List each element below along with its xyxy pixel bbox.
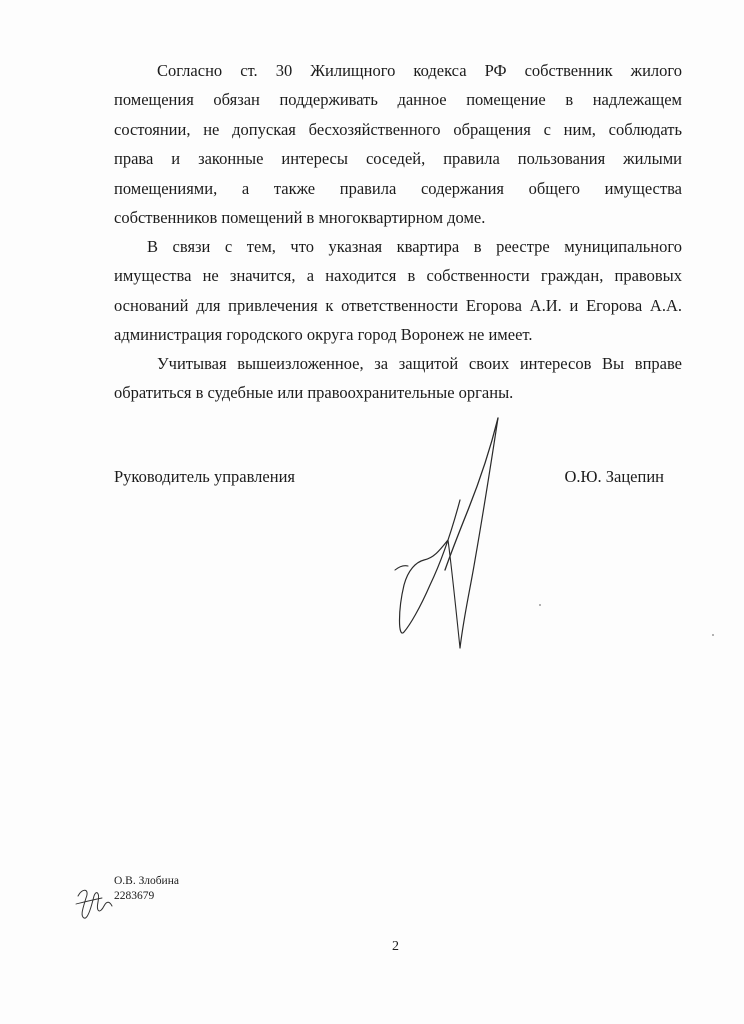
text-line: Учитывая вышеизложенное, за защитой своих интересов Вы вправе <box>157 354 682 373</box>
paragraph-registry <box>114 232 682 350</box>
scan-speck <box>712 634 714 636</box>
text-line: собственников помещений в многоквартирном доме. <box>114 208 486 228</box>
text-line: обратиться в судебные или правоохранительные органы. <box>114 383 514 403</box>
signature-row <box>114 467 664 491</box>
paragraph-conclusion <box>114 349 682 408</box>
page-number: 2 <box>392 939 399 954</box>
text-line: имущества не значится, а находится в собственности граждан, правовых <box>114 266 682 286</box>
text-line: администрация городского округа город Воронеж не имеет. <box>114 325 533 345</box>
signatory-title: Руководитель управления <box>114 467 295 486</box>
executor-initials-scribble <box>72 882 118 922</box>
executor-phone: 2283679 <box>114 890 155 902</box>
handwritten-signature <box>390 410 510 655</box>
text-line: В связи с тем, что указная квартира в реестре муниципального <box>147 237 682 256</box>
executor-info <box>114 874 179 904</box>
text-line: права и законные интересы соседей, правила пользования жилыми <box>114 149 682 169</box>
text-line: состоянии, не допуская бесхозяйственного обращения с ним, соблюдать <box>114 119 682 139</box>
signatory-name: О.Ю. Зацепин <box>564 467 664 486</box>
paragraph-housing-code <box>114 56 682 232</box>
scan-speck <box>539 604 541 606</box>
text-line: оснований для привлечения к ответственности Егорова А.И. и Егорова А.А. <box>114 295 682 315</box>
executor-name: О.В. Злобина <box>114 875 179 887</box>
text-line: Согласно ст. 30 Жилищного кодекса РФ собственник жилого <box>157 61 682 80</box>
text-line: помещения обязан поддерживать данное помещение в надлежащем <box>114 90 682 110</box>
text-line: помещениями, а также правила содержания общего имущества <box>114 178 682 198</box>
